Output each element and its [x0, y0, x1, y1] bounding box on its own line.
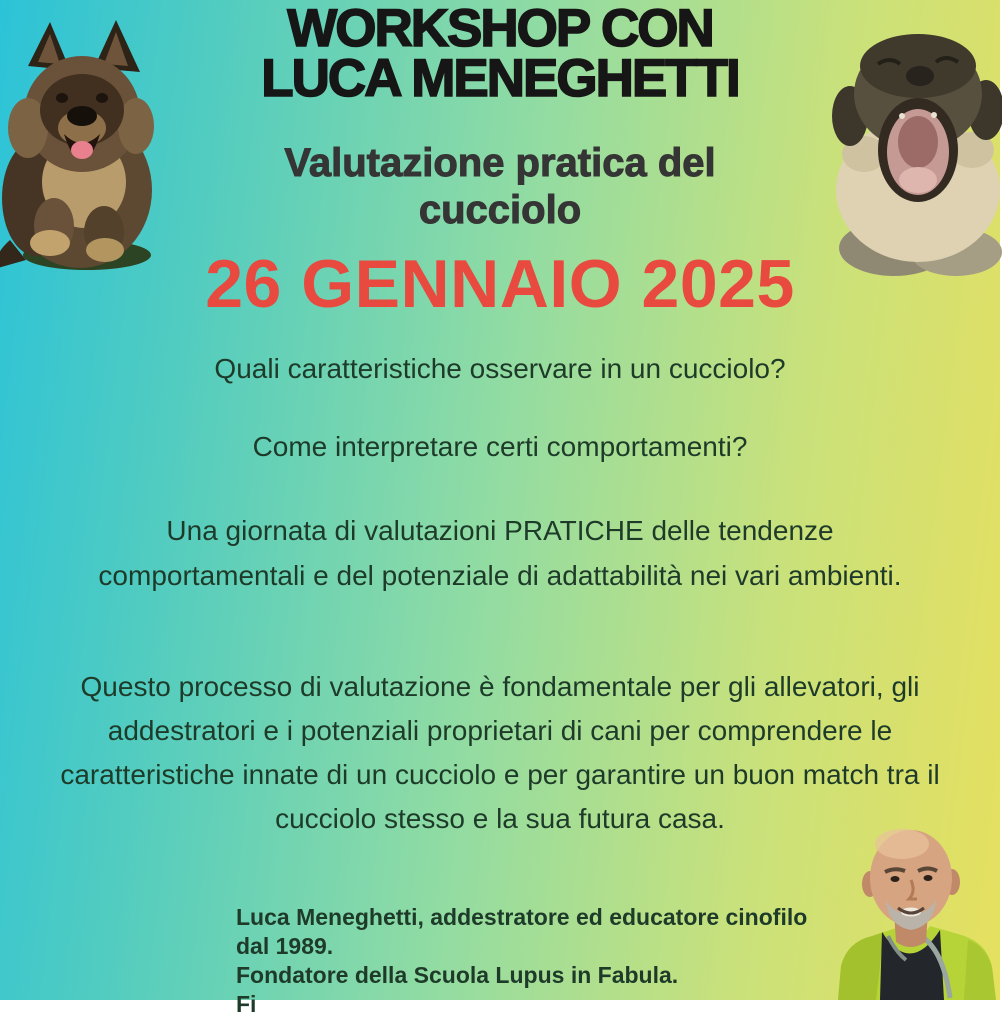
bio-line-2: dal 1989.: [236, 933, 334, 959]
poster-subtitle: [0, 140, 1000, 234]
question-1: Quali caratteristiche osservare in un cucciolo?: [214, 353, 786, 384]
luca-meneghetti-photo: [824, 820, 1000, 1000]
poster-subtitle-text: Valutazione pratica del cucciolo: [284, 141, 716, 232]
event-date: 26 GENNAIO 2025: [205, 246, 795, 322]
bio-line-clipped: Fi: [236, 991, 257, 1017]
poster-title-line2: LUCA MENEGHETTI: [261, 49, 739, 108]
paragraph-1-text: Una giornata di valutazioni PRATICHE delle tendenze comportamentali e del potenziale di adattabilità nei vari ambienti.: [98, 515, 902, 591]
bio-line-1: Luca Meneghetti, addestratore ed educatore cinofilo: [236, 904, 808, 930]
bio-line-3: Fondatore della Scuola Lupus in Fabula.: [236, 962, 679, 988]
paragraph-1: [0, 508, 1000, 598]
poster-title: [0, 0, 1000, 108]
trainer-bio: [236, 903, 836, 1019]
question-2: Come interpretare certi comportamenti?: [252, 431, 748, 462]
poster-title-line1: WORKSHOP CON: [287, 0, 713, 58]
paragraph-2: [0, 665, 1000, 841]
paragraph-2-text: Questo processo di valutazione è fondamentale per gli allevatori, gli addestratori e i potenziali proprietari di cani per comprendere le caratteristiche innate di un cucciolo e per garantire un buon match tra il cucciolo stesso e la sua futura casa.: [60, 671, 940, 834]
